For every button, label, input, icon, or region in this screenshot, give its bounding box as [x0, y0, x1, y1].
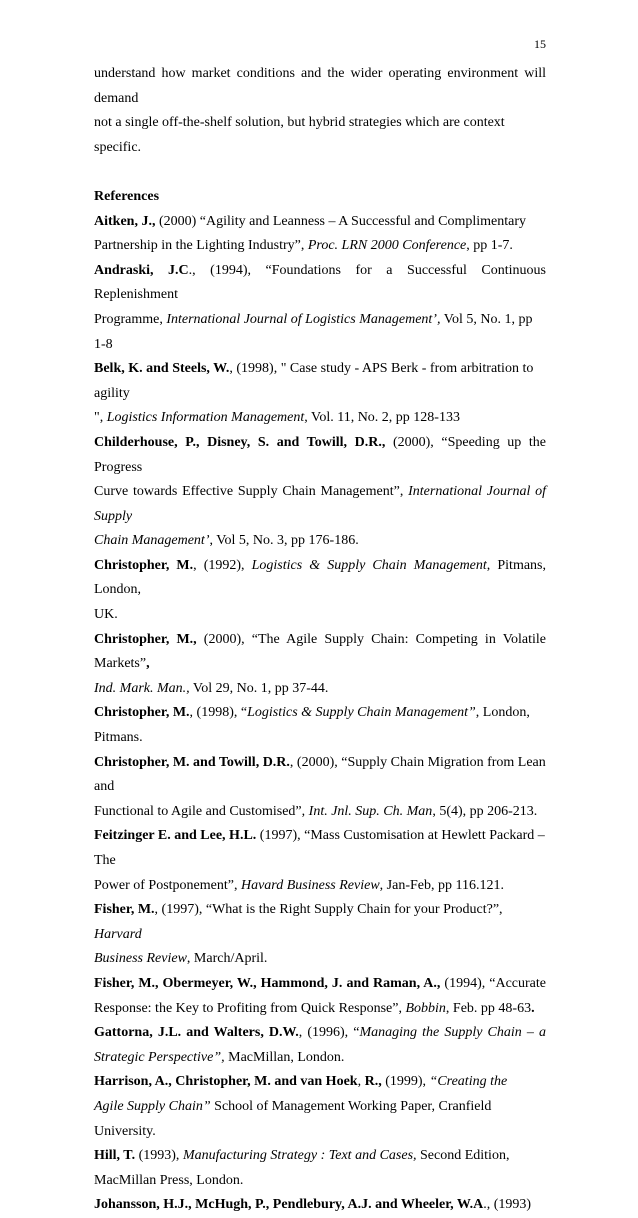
reference-line [94, 406, 546, 431]
title-text: Agile Supply Chain” [94, 1098, 211, 1114]
reference-entry [94, 1070, 546, 1144]
citation-text: (2000) “Agility and Leanness – A Successful and Complimentary [155, 213, 526, 229]
reference-line [94, 751, 546, 800]
author-text: Fisher, M., Obermeyer, W., Hammond, J. and Raman, A., [94, 975, 441, 991]
reference-entry [94, 628, 546, 702]
reference-line [94, 874, 546, 899]
citation-text: , pp 1-7. [466, 238, 513, 254]
author-text: Childerhouse, P., Disney, S. and Towill, D.R., [94, 434, 386, 450]
citation-text: , (1998), “ [189, 705, 248, 721]
citation-text: ", [94, 410, 107, 426]
reference-entry [94, 1193, 546, 1218]
citation-text: (1999), [381, 1074, 430, 1090]
citation-text: MacMillan, London. [224, 1049, 345, 1065]
title-text: Ind. Mark. Man., [94, 680, 190, 696]
reference-line [94, 431, 546, 480]
title-text: Strategic Perspective”, [94, 1049, 225, 1065]
reference-entry [94, 972, 546, 1021]
citation-text: , Pitmans, London, [94, 557, 546, 598]
reference-entry [94, 357, 546, 431]
reference-line [94, 824, 546, 873]
title-text: Havard Business Review [240, 877, 380, 893]
author-text: Feitzinger E. and Lee, H.L. [94, 828, 257, 844]
reference-line [94, 1169, 546, 1194]
citation-text: Vol 5, No. 1, pp 1-8 [94, 311, 533, 352]
reference-entry [94, 1021, 546, 1070]
reference-line [94, 603, 546, 628]
reference-line [94, 677, 546, 702]
citation-text: Second Edition, [416, 1148, 510, 1164]
citation-text: , (1998), " Case study - APS Berk - from arbitration to agility [94, 361, 534, 401]
reference-line [94, 800, 546, 825]
citation-text: UK. [94, 607, 118, 623]
author-text: Johansson, H.J., McHugh, P., Pendlebury, A.J. and Wheeler, W.A [94, 1197, 484, 1213]
reference-line [94, 529, 546, 554]
author-text: Belk, K. and Steels, W. [94, 361, 230, 377]
author-text: Gattorna, J.L. and Walters, D.W. [94, 1025, 299, 1041]
author-text: Hill, T. [94, 1148, 136, 1164]
reference-line [94, 1144, 546, 1169]
reference-line [94, 1046, 546, 1071]
title-text: “Creating the [429, 1074, 508, 1090]
citation-text: (2000), “The Agile Supply Chain: Competing in Volatile Markets” [94, 631, 546, 672]
reference-line [94, 898, 546, 947]
reference-line [94, 1070, 546, 1095]
citation-text: , (1997), “What is the Right Supply Chain for your Product?”, [154, 902, 503, 918]
title-text: International Journal of Supply [94, 484, 546, 524]
citation-text: , (1996), “ [298, 1025, 360, 1041]
title-text: Business Review [94, 951, 187, 967]
citation-text: Partnership in the Lighting Industry”, [94, 238, 308, 254]
citation-text: , (2000), “Supply Chain Migration from Lean and [94, 754, 546, 795]
citation-text: (1994), “Accurate [440, 975, 546, 991]
reference-entry [94, 751, 546, 825]
citation-text: Vol 29, No. 1, pp 37-44. [189, 680, 329, 696]
document-body [94, 62, 546, 1218]
citation-text: ., (1993) [483, 1197, 532, 1213]
author-text: . [531, 1000, 535, 1016]
citation-text: Programme, [94, 311, 167, 327]
reference-entry [94, 210, 546, 259]
intro-line-2: not a single off-the-shelf solution, but hybrid strategies which are context specific. [94, 115, 505, 155]
title-text: Managing the Supply Chain – a [359, 1025, 546, 1041]
author-text: , [146, 656, 150, 672]
reference-entry [94, 554, 546, 628]
citation-text: , London, [475, 705, 530, 721]
title-text: Proc. LRN 2000 Conference [307, 238, 467, 254]
reference-list [94, 210, 546, 1218]
reference-line [94, 554, 546, 603]
reference-line [94, 234, 546, 259]
reference-line [94, 972, 546, 997]
citation-text: MacMillan Press, London. [94, 1172, 244, 1188]
reference-line [94, 1193, 546, 1218]
author-text: Aitken, J., [94, 213, 156, 229]
title-text: Bobbin [405, 1000, 446, 1016]
citation-text: , Vol 5, No. 3, pp 176-186. [209, 533, 359, 549]
citation-text: (1993), [135, 1148, 183, 1164]
citation-text: Functional to Agile and Customised”, [94, 803, 309, 819]
reference-entry [94, 1144, 546, 1193]
reference-line [94, 947, 546, 972]
citation-text: Pitmans. [94, 730, 143, 746]
title-text: International Journal of Logistics Management’, [166, 311, 441, 327]
reference-line [94, 308, 546, 357]
citation-text: School of Management Working Paper, Cranfield University. [94, 1098, 492, 1139]
reference-line [94, 628, 546, 677]
title-text: Harvard [94, 926, 142, 942]
title-text: Logistics Information Management [106, 410, 305, 426]
reference-entry [94, 824, 546, 898]
citation-text: , 5(4), pp 206-213. [432, 803, 538, 819]
reference-line [94, 357, 546, 406]
citation-text: , [357, 1074, 365, 1090]
reference-line [94, 210, 546, 235]
citation-text: Curve towards Effective Supply Chain Management”, [94, 484, 409, 500]
references-heading: References [94, 188, 160, 204]
author-text: Christopher, M. [94, 557, 194, 573]
author-text: Christopher, M., [94, 631, 197, 647]
reference-entry [94, 431, 546, 554]
citation-text: Response: the Key to Profiting from Quick Response”, [94, 1000, 406, 1016]
reference-line [94, 259, 546, 308]
citation-text: (2000), “Speeding up the Progress [94, 434, 546, 475]
author-text: Christopher, M. [94, 705, 190, 721]
reference-entry [94, 701, 546, 750]
title-text: Logistics & Supply Chain Management” [247, 705, 476, 721]
author-text: Harrison, A., Christopher, M. and van Hoek [94, 1074, 358, 1090]
reference-line [94, 1021, 546, 1046]
citation-text: , Jan-Feb, pp 116.121. [379, 877, 504, 893]
citation-text: , Vol. 11, No. 2, pp 128-133 [304, 410, 460, 426]
title-text: Int. Jnl. Sup. Ch. Man [308, 803, 433, 819]
author-text: Christopher, M. and Towill, D.R. [94, 754, 290, 770]
intro-line-1: understand how market conditions and the wider operating environment will demand [94, 66, 546, 106]
author-text: R., [364, 1074, 382, 1090]
title-text: Manufacturing Strategy : Text and Cases, [182, 1148, 417, 1164]
reference-line [94, 997, 546, 1022]
citation-text: ., (1994), “Foundations for a Successful Continuous Replenishment [94, 262, 546, 303]
reference-line [94, 726, 546, 751]
citation-text: , March/April. [186, 951, 268, 967]
reference-line [94, 701, 546, 726]
page-number: 15 [534, 37, 546, 51]
reference-entry [94, 259, 546, 357]
author-text: Fisher, M. [94, 902, 155, 918]
reference-line [94, 1095, 546, 1144]
title-text: Chain Management’ [94, 533, 210, 549]
reference-entry [94, 898, 546, 972]
citation-text: , (1992), [193, 557, 252, 573]
citation-text: (1997), “Mass Customisation at Hewlett Packard – The [94, 828, 545, 868]
reference-line [94, 480, 546, 529]
citation-text: Power of Postponement”, [94, 877, 241, 893]
title-text: Logistics & Supply Chain Management [251, 557, 487, 573]
citation-text: , Feb. pp 48-63 [445, 1000, 532, 1016]
author-text: Andraski, J.C [94, 262, 189, 278]
